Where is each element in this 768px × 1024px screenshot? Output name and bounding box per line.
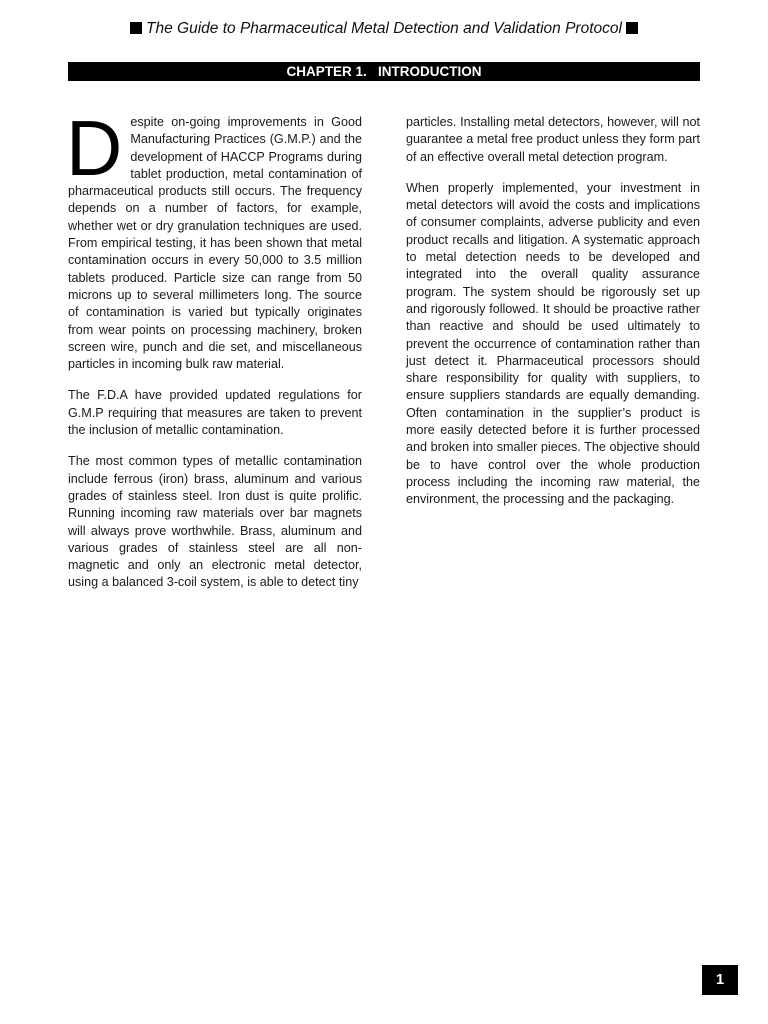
paragraph-implementation: When properly implemented, your investment in metal detectors will avoid the costs and implications of consumer complaints, adverse publicity and even product recalls and litigation. A systematic approach to metal detection needs to be developed and integrated into the overall quality assurance program. The system should be rigorously set up and rigorously followed. It should be proactive rather than reactive and should be used ultimately to prevent the occurrence of contamination rather than just detect it. Pharmaceutical processors should share responsibility for quality with suppliers, to ensure suppliers standards are equally demanding. Often contamination in the supplier’s product is more easily detected before it is further processed and broken into smaller pieces. The objective should be to have control over the whole production process including the incoming raw material, the environment, the processing and the packaging. bbox=[406, 180, 700, 507]
left-column bbox=[66, 104, 362, 606]
paragraph-fda: The F.D.A have provided updated regulations for G.M.P requiring that measures are taken to prevent the inclusion of metallic contamination. bbox=[68, 388, 362, 438]
paragraph-contamination-continued: particles. Installing metal detectors, however, will not guarantee a metal free product unless they form part of an effective overall metal detection program. bbox=[406, 115, 700, 164]
intro-text: espite on-going improvements in Good Manufacturing Practices (G.M.P.) and the development of HACCP Programs during tablet production, metal contamination of pharmaceutical products still occurs. The frequency depends on a number of factors, for example, whether wet or dry granulation techniques are used. From empirical testing, it has been shown that metal contamination occurs in every 50,000 to 3.5 million tablets produced. Particle size can range from 50 microns up to several millimeters long. The source of contamination is varied but typically originates from wear points on processing machinery, broken screen wire, punch and die set, and miscellaneous particles in incoming bulk raw material. bbox=[68, 115, 362, 372]
page-number: 1 bbox=[702, 965, 738, 995]
paragraph-contamination-types: The most common types of metallic contamination include ferrous (iron) brass, aluminum and various grades of stainless steel. Iron dust is quite prolific. Running incoming raw materials over bar magnets will always prove worthwhile. Brass, aluminum and various grades of stainless steel are all non-magnetic and only an electronic metal detector, using a balanced 3-coil system, is able to detect tiny bbox=[68, 454, 362, 590]
running-header bbox=[0, 20, 768, 38]
square-bullet-icon bbox=[626, 22, 638, 34]
header-title: The Guide to Pharmaceutical Metal Detection and Validation Protocol bbox=[146, 20, 622, 37]
right-column bbox=[406, 114, 700, 523]
square-bullet-icon bbox=[130, 22, 142, 34]
paragraph-intro bbox=[66, 104, 362, 373]
chapter-heading: CHAPTER 1. INTRODUCTION bbox=[68, 62, 700, 81]
drop-cap: D bbox=[66, 104, 123, 192]
